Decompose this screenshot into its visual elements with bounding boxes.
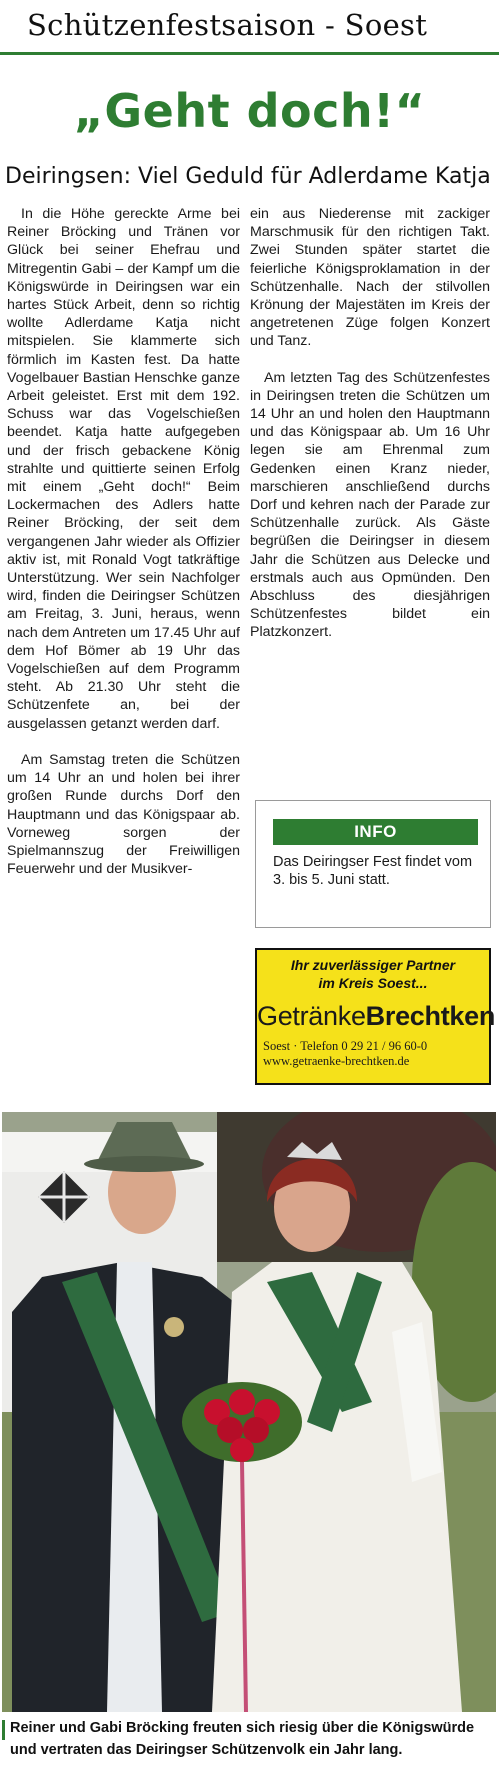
info-label: INFO: [273, 819, 478, 845]
ad-brand-logo: [257, 999, 496, 1033]
section-title: Schützenfestsaison - Soest: [27, 8, 428, 42]
info-text: Das Deiringser Fest findet vom 3. bis 5. Juni statt.: [273, 854, 473, 888]
ad-phone: Soest · Telefon 0 29 21 / 96 60-0: [263, 1039, 428, 1053]
ad-tagline-line: Ihr zuverlässiger Partner: [290, 957, 456, 973]
advertisement[interactable]: [255, 948, 496, 1085]
section-divider: [0, 52, 499, 55]
ad-brand-bold: Brechtken: [365, 1001, 496, 1031]
ad-brand-regular: Getränke: [257, 1001, 366, 1031]
caption-marker: [2, 1720, 5, 1740]
paragraph: Am letzten Tag des Schützenfestes in Deiringsen treten die Schützen um 14 Uhr an und holen den Hauptmann und das Königspaar ab. Um 16 Uhr legen sie am Ehrenmal zum Gedenken einen Kranz nieder, marschieren anschließend durchs Dorf und kehren nach der Parade zur Schützenhalle zurück. Als Gäste begrüßen die Deiringser in diesem Jahr die Schützen aus Delecke und erstmals auch aus Opmünden. Den Abschluss des diesjährigen Schützenfestes bildet ein Platzkonzert.: [250, 369, 490, 641]
photo-caption: Reiner und Gabi Bröcking freuten sich riesig über die Königswürde und vertraten das Deiringser Schützenvolk ein Jahr lang.: [10, 1720, 475, 1758]
ad-tagline: [263, 956, 483, 992]
paragraph: Am Samstag treten die Schützen um 14 Uhr an und holen bei ihrer großen Runde durchs Dorf den Hauptmann und das Königspaar ab. Vorneweg sorgen der Spielmannszug der Freiwilligen Feuerwehr und der Musikver-: [7, 751, 240, 878]
article-headline: „Geht doch!“: [73, 84, 426, 138]
article-subheadline: Deiringsen: Viel Geduld für Adlerdame Katja: [5, 164, 491, 189]
photo-king-queen-image: [2, 1112, 496, 1712]
article-column-right: [250, 205, 490, 785]
paragraph: In die Höhe gereckte Arme bei Reiner Bröcking und Tränen vor Glück bei seiner Ehefrau und Mitregentin Gabi – der Kampf um die Königswürde in Deiringsen war ein hartes Stück Arbeit, denn so richtig wollte Adlerdame Katja nicht mitspielen. Sie klammerte sich förmlich im Kasten fest. Da hatte Vogelbauer Bastian Henschke ganze Arbeit geleistet. Erst mit dem 192. Schuss war das Vogelschießen beendet. Katja hatte aufgegeben und der frisch gebackene König strahlte und quittierte seinen Erfolg mit einem „Geht doch!“ Beim Lockermachen des Adlers hatte Reiner Bröcking, der seit dem vergangenen Jahr wieder als Offizier aktiv ist, mit Ronald Vogt tatkräftige Unterstützung. Wer sein Nachfolger wird, finden die Deiringser Schützen am Freitag, 3. Juni, heraus, wenn nach dem Antreten um 17.45 Uhr auf dem Hof Bömer ab 19 Uhr das Vogelschießen auf dem Programm steht. Ab 21.30 Uhr steht die Schützenfete an, bei der ausgelassen getanzt werden darf.: [7, 206, 240, 732]
ad-website-link[interactable]: www.getraenke-brechtken.de: [263, 1054, 410, 1068]
paragraph: ein aus Niederense mit zackiger Marschmusik für den richtigen Takt. Zwei Stunden später startet die feierliche Königsproklamation in der Schützenhalle. Nach der stilvollen Krönung der Majestäten im Kreis der angetretenen Züge folgen Konzert und Tanz.: [250, 206, 490, 350]
article-column-left: [7, 205, 240, 1075]
ad-contact: [263, 1039, 483, 1069]
ad-tagline-line: im Kreis Soest...: [318, 975, 428, 991]
article-photo: [2, 1112, 496, 1712]
info-box: [255, 800, 491, 928]
